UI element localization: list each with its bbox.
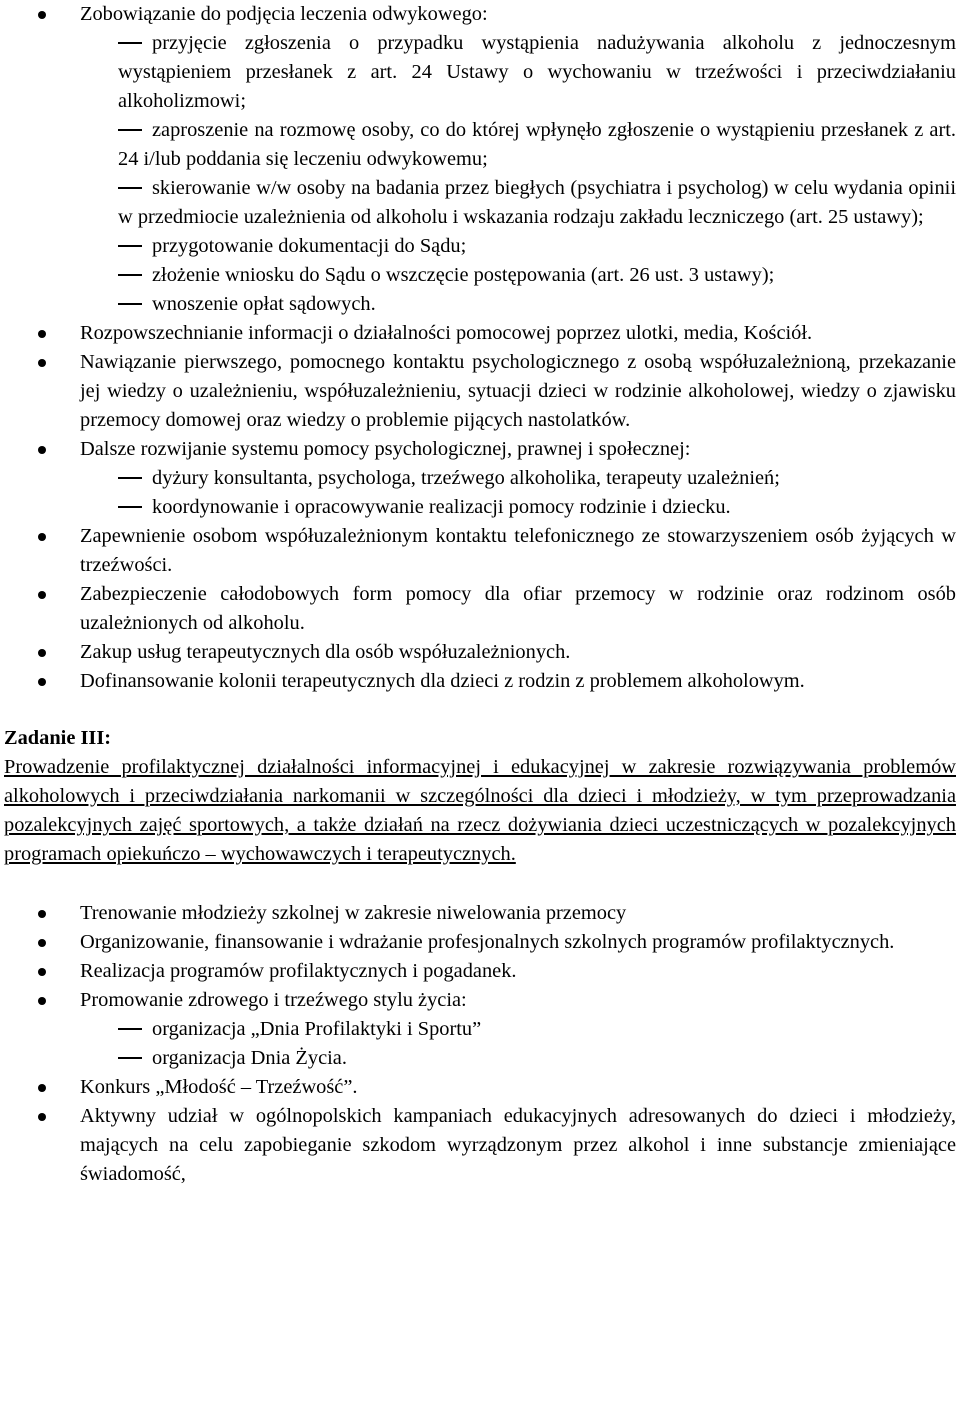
- list-item: Dofinansowanie kolonii terapeutycznych dla dzieci z rodzin z problemem alkoholowym.: [0, 667, 956, 696]
- sub-list-item: przygotowanie dokumentacji do Sądu;: [0, 232, 956, 261]
- list-item: Rozpowszechnianie informacji o działalności pomocowej poprzez ulotki, media, Kościół.: [0, 319, 956, 348]
- sub-list-item: skierowanie w/w osoby na badania przez biegłych (psychiatra i psycholog) w celu wydania opinii w przedmiocie uzależnienia od alkoholu i wskazania rodzaju zakładu leczniczego (art. 25 ustawy);: [0, 174, 956, 232]
- list-item: Aktywny udział w ogólnopolskich kampaniach edukacyjnych adresowanych do dzieci i młodzieży, mających na celu zapobieganie szkodom wyrządzonym przez alkohol i inne substancje zmieniające świadomość,: [0, 1102, 956, 1189]
- sub-list-item: dyżury konsultanta, psychologa, trzeźwego alkoholika, terapeuty uzależnień;: [0, 464, 956, 493]
- sub-list-item: złożenie wniosku do Sądu o wszczęcie postępowania (art. 26 ust. 3 ustawy);: [0, 261, 956, 290]
- list-item: Nawiązanie pierwszego, pomocnego kontaktu psychologicznego z osobą współuzależnioną, przekazanie jej wiedzy o uzależnieniu, współuzależnieniu, sytuacji dzieci w rodzinie alkoholowej, wiedzy o zjawisku przemocy domowej oraz wiedzy o problemie pijących nastolatków.: [0, 348, 956, 435]
- sub-list-item: zaproszenie na rozmowę osoby, co do której wpłynęło zgłoszenie o wystąpieniu przesłanek z art. 24 i/lub poddania się leczeniu odwykowemu;: [0, 116, 956, 174]
- list-item: Realizacja programów profilaktycznych i pogadanek.: [0, 957, 956, 986]
- sub-list-item: koordynowanie i opracowywanie realizacji pomocy rodzinie i dziecku.: [0, 493, 956, 522]
- sub-list-item: przyjęcie zgłoszenia o przypadku wystąpienia nadużywania alkoholu z jednoczesnym wystąpieniem przesłanek z art. 24 Ustawy o wychowaniu w trzeźwości i przeciwdziałaniu alkoholizmowi;: [0, 29, 956, 116]
- list-item: Dalsze rozwijanie systemu pomocy psychologicznej, prawnej i społecznej:: [0, 435, 956, 464]
- section-heading: Zadanie III:: [4, 727, 112, 749]
- list-item: Trenowanie młodzieży szkolnej w zakresie niwelowania przemocy: [0, 899, 956, 928]
- list-item: Promowanie zdrowego i trzeźwego stylu życia:: [0, 986, 956, 1015]
- sub-list-item: wnoszenie opłat sądowych.: [0, 290, 956, 319]
- task-description: Prowadzenie profilaktycznej działalności informacyjnej i edukacyjnej w zakresie rozwiązywania problemów alkoholowych i przeciwdziałania narkomanii w szczególności dla dzieci i młodzieży, w tym przeprowadzania pozalekcyjnych zajęć sportowych, a także działań na rzecz dożywiania dzieci uczestniczących w pozalekcyjnych programach opiekuńczo – wychowawczych i terapeutycznych.: [4, 756, 956, 865]
- sub-list-item: organizacja Dnia Życia.: [0, 1044, 956, 1073]
- sub-list-item: organizacja „Dnia Profilaktyki i Sportu”: [0, 1015, 956, 1044]
- list-item: Zakup usług terapeutycznych dla osób współuzależnionych.: [0, 638, 956, 667]
- list-item: Konkurs „Młodość – Trzeźwość”.: [0, 1073, 956, 1102]
- list-item: Zapewnienie osobom współuzależnionym kontaktu telefonicznego ze stowarzyszeniem osób żyjących w trzeźwości.: [0, 522, 956, 580]
- spacer: [0, 869, 956, 899]
- list-item: Organizowanie, finansowanie i wdrażanie profesjonalnych szkolnych programów profilaktycznych.: [0, 928, 956, 957]
- list-item: Zobowiązanie do podjęcia leczenia odwykowego:: [0, 0, 956, 29]
- list-item: Zabezpieczenie całodobowych form pomocy dla ofiar przemocy w rodzinie oraz rodzinom osób uzależnionych od alkoholu.: [0, 580, 956, 638]
